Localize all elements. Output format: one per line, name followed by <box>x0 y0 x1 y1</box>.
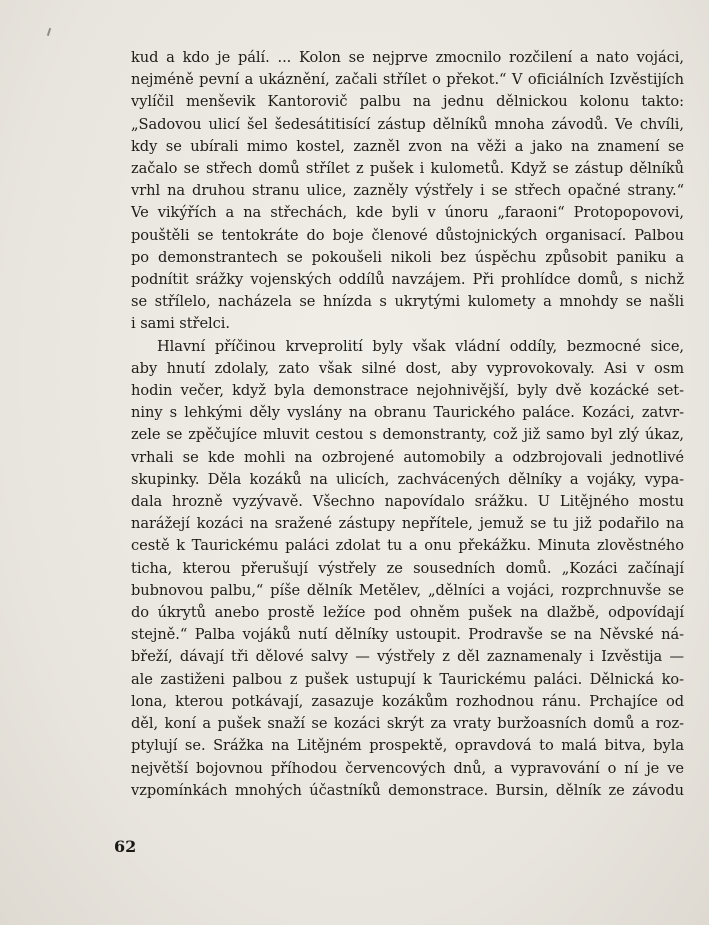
text-line: vrhl na druhou stranu ulice, zazněly výstřely i se střech opačné strany.“ <box>131 182 684 200</box>
text-line: narážejí kozáci na sražené zástupy nepřítele, jemuž se tu již podařilo na <box>131 515 684 533</box>
text-line: i sami střelci. <box>131 315 231 333</box>
page-number: 62 <box>114 837 137 856</box>
text-line: největší bojovnou příhodou červencových dnů, a vypravování o ní je ve <box>131 759 684 777</box>
text-line: vylíčil menševik Kantorovič palbu na jednu dělnickou kolonu takto: <box>131 93 684 111</box>
text-line: cestě k Taurickému paláci zdolat tu a onu překážku. Minuta zlověstného <box>131 537 684 555</box>
text-line: začalo se střech domů střílet z pušek i kulometů. Když se zástup dělníků <box>131 160 684 178</box>
text-line: Hlavní příčinou krveprolití byly však vládní oddíly, bezmocné sice, <box>157 337 684 355</box>
text-line: skupinky. Děla kozáků na ulicích, zachvácených dělníky a vojáky, vypa- <box>131 470 684 488</box>
text-line: po demonstrantech se pokoušeli nikoli bez úspěchu způsobit paniku a <box>131 248 684 266</box>
text-line: zele se zpěčujíce mluvit cestou s demonstranty, což již samo byl zlý úkaz, <box>131 426 684 444</box>
text-line: nejméně pevní a ukáznění, začali střílet o překot.“ V oficiálních Izvěstijích <box>131 71 684 89</box>
paragraph-2 <box>131 336 684 802</box>
text-line: hodin večer, když byla demonstrace nejohnivější, byly dvě kozácké set- <box>131 382 684 400</box>
text-line: aby hnutí zdolaly, zato však silné dost, aby vyprovokovaly. Asi v osm <box>131 359 684 377</box>
text-line: se střílelo, nacházela se hnízda s ukrytými kulomety a mnohdy se našli <box>131 293 684 311</box>
text-line: kdy se ubírali mimo kostel, zazněl zvon na věži a jako na znamení se <box>131 137 684 155</box>
text-line: břeží, dávají tři dělové salvy — výstřely z děl zaznamenaly i Izvěstija — <box>131 648 684 666</box>
text-line: dala hrozně vyzývavě. Všechno napovídalo srážku. U Litějného mostu <box>131 493 684 511</box>
stray-mark <box>47 28 51 36</box>
text-line: Ve vikýřích a na střechách, kde byli v únoru „faraoni“ Protopopovovi, <box>131 204 684 222</box>
text-line: niny s lehkými děly vyslány na obranu Taurického paláce. Kozáci, zatvr- <box>131 404 684 422</box>
text-line: vrhali se kde mohli na ozbrojené automobily a odzbrojovali jednotlivé <box>131 448 684 466</box>
text-line: „Sadovou ulicí šel šedesátitisící zástup dělníků mnoha závodů. Ve chvíli, <box>131 115 684 133</box>
text-line: lona, kterou potkávají, zasazuje kozákům rozhodnou ránu. Prchajíce od <box>131 692 684 710</box>
text-line: vzpomínkách mnohých účastníků demonstrace. Bursin, dělník ze závodu <box>131 781 684 799</box>
text-line: ticha, kterou přerušují výstřely ze sousedních domů. „Kozáci začínají <box>131 559 684 577</box>
text-line: ptylují se. Srážka na Litějném prospektě, opravdová to malá bitva, byla <box>131 737 684 755</box>
text-line: podnítit srážky vojenských oddílů navzájem. Při prohlídce domů, s nichž <box>131 271 684 289</box>
page-body-text <box>131 47 684 802</box>
text-line: do úkrytů anebo prostě ležíce pod ohněm pušek na dlažbě, odpovídají <box>131 604 684 622</box>
text-line: děl, koní a pušek snaží se kozáci skrýt za vraty buržoasních domů a roz- <box>131 715 684 733</box>
text-line: bubnovou palbu,“ píše dělník Metělev, „dělníci a vojáci, rozprchnuvše se <box>131 581 684 599</box>
text-line: kud a kdo je pálí. ... Kolon se nejprve zmocnilo rozčilení a nato vojáci, <box>131 49 684 66</box>
text-line: stejně.“ Palba vojáků nutí dělníky ustoupit. Prodravše se na Něvské ná- <box>131 626 684 644</box>
paragraph-1 <box>131 47 684 336</box>
text-line: ale zastiženi palbou z pušek ustupují k Taurickému paláci. Dělnická ko- <box>131 670 684 688</box>
text-line: pouštěli se tentokráte do boje členové důstojnických organisací. Palbou <box>131 226 684 244</box>
